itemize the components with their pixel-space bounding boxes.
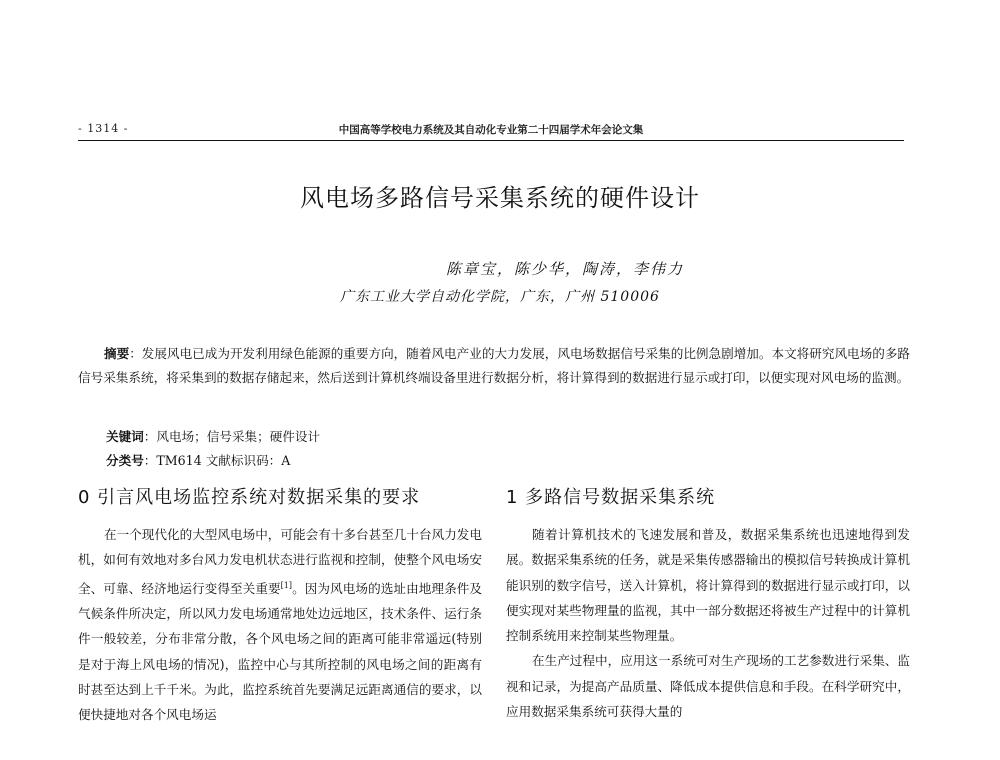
authors: 陈章宝，陈少华，陶涛，李伟力	[445, 260, 684, 278]
keywords	[106, 426, 320, 445]
page-number: - 1314 -	[78, 122, 129, 135]
affiliation: 广东工业大学自动化学院，广东，广州 510006	[340, 289, 660, 305]
paragraph	[78, 522, 482, 728]
paragraph-text: 。因为风电场的选址由地理条件及气候条件所决定，所以风力发电场通常地处边远地区，技术条件、运行条件一般较差，分布非常分散，各个风电场之间的距离可能非常遥远(特别是对于海上风电场的情况)，监控中心与其所控制的风电场之间的距离有时甚至达到上千千米。为此，监控系统首先要满足远距离通信的要求，以便快捷地对各个风电场运	[78, 580, 483, 723]
paragraph: 随着计算机技术的飞速发展和普及，数据采集系统也迅速地得到发展。数据采集系统的任务，就是采集传感器输出的模拟信号转换成计算机能识别的数字信号，送入计算机，将计算得到的数据进行显示或打印，以便实现对某些物理量的监视，其中一部分数据还将被生产过程中的计算机控制系统用来控制某些物理量。	[506, 527, 910, 644]
header-rule	[78, 140, 904, 141]
classification-text: ：TM614 文献标识码：A	[143, 453, 291, 468]
classification	[106, 450, 290, 469]
keywords-text: ：风电场；信号采集；硬件设计	[143, 429, 321, 444]
section-heading-introduction: 0 引言风电场监控系统对数据采集的要求	[78, 487, 421, 508]
paper-title: 风电场多路信号采集系统的硬件设计	[300, 184, 700, 212]
section-heading-acquisition-system: 1 多路信号数据采集系统	[506, 487, 716, 508]
running-header	[78, 122, 904, 140]
paragraph-text: 在一个现代化的大型风电场中，可能会有十多台甚至几十台风力发电机，如何有效地对多台风力发电机状态进行监视和控制，使整个风电场安全、可靠、经济地运行变得至关重要	[78, 527, 482, 596]
abstract-label: 摘要	[104, 346, 130, 361]
journal-title: 中国高等学校电力系统及其自动化专业第二十四届学术年会论文集	[338, 124, 644, 136]
abstract-text: ：发展风电已成为开发利用绿色能源的重要方向，随着风电产业的大力发展，风电场数据信号采集的比例急剧增加。本文将研究风电场的多路信号采集系统，将采集到的数据存储起来，然后送到计算机终端设备里进行数据分析，将计算得到的数据进行显示或打印，以便实现对风电场的监测。	[78, 346, 910, 385]
right-column	[506, 522, 910, 724]
classification-label: 分类号	[106, 453, 144, 468]
left-column	[78, 522, 482, 728]
citation-ref[interactable]: [1]	[280, 580, 293, 590]
keywords-label: 关键词	[106, 429, 144, 444]
abstract	[78, 342, 910, 390]
paragraph: 在生产过程中，应用这一系统可对生产现场的工艺参数进行采集、监视和记录，为提高产品质量、降低成本提供信息和手段。在科学研究中，应用数据采集系统可获得大量的	[506, 653, 910, 720]
